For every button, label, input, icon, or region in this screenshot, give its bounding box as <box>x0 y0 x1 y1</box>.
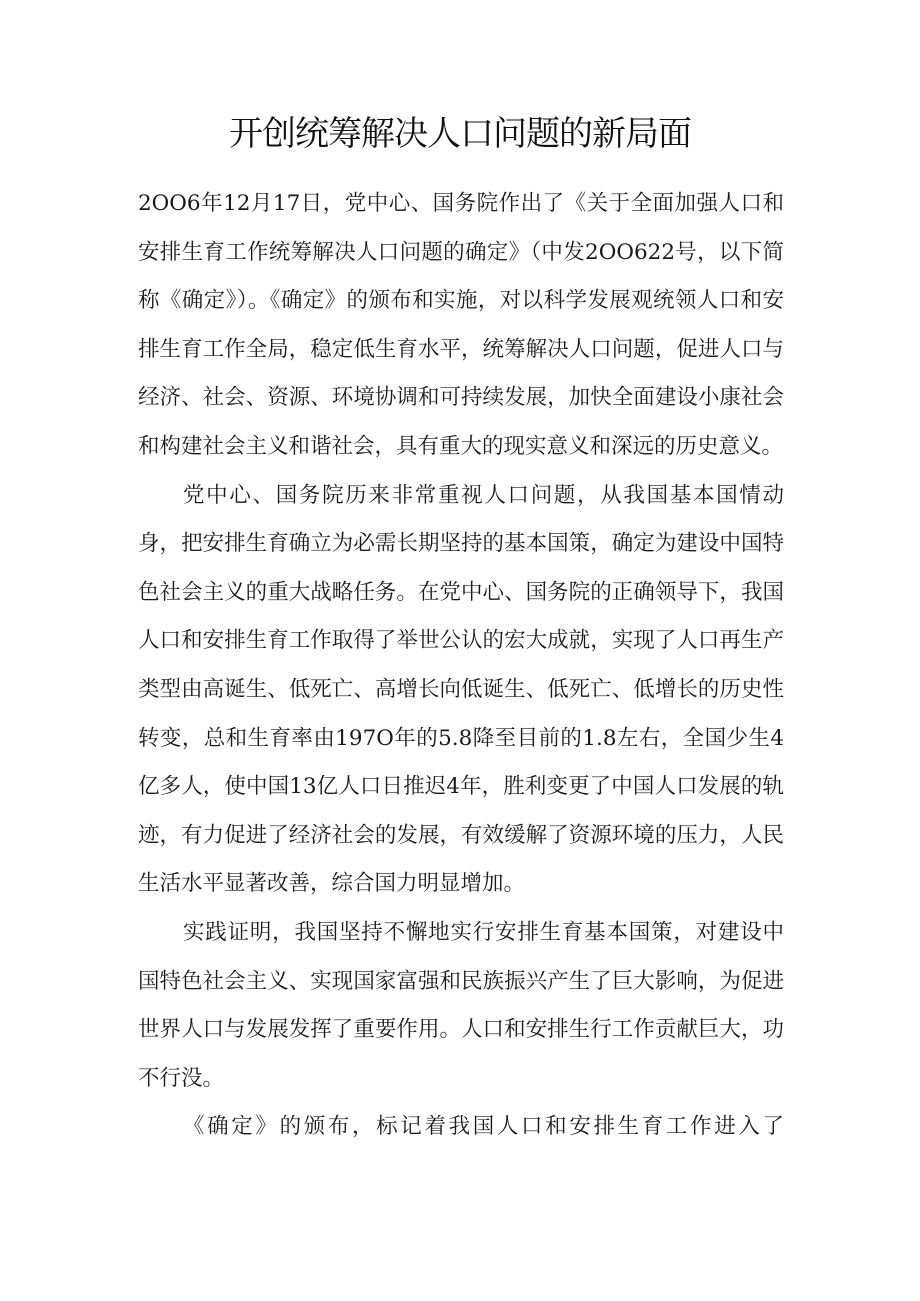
paragraph-4: 《确定》的颁布，标记着我国人口和安排生育工作进入了 <box>183 1114 784 1140</box>
document-body <box>138 180 784 1152</box>
paragraph-2: 党中心、国务院历来非常重视人口问题，从我国基本国情动身，把安排生育确立为必需长期坚持的基本国策，确定为建设中国特色社会主义的重大战略任务。在党中心、国务院的正确领导下，我国人口和安排生育工作取得了举世公认的宏大成就，实现了人口再生产类型由高诞生、低死亡、高增长向低诞生、低死亡、低增长的历史性转变，总和生育率由197O年的5.8降至目前的1.8左右，全国少生4亿多人，使中国13亿人口日推迟4年，胜利变更了中国人口发展的轨迹，有力促进了经济社会的发展，有效缓解了资源环境的压力，人民生活水平显著改善，综合国力明显增加。 <box>138 482 784 897</box>
document-title: 开创统筹解决人口问题的新局面 <box>229 114 691 154</box>
paragraph-3: 实践证明，我国坚持不懈地实行安排生育基本国策，对建设中国特色社会主义、实现国家富强和民族振兴产生了巨大影响，为促进世界人口与发展发挥了重要作用。人口和安排生行工作贡献巨大，功不行没。 <box>138 919 784 1091</box>
paragraph-1: 2OO6年12月17日，党中心、国务院作出了《关于全面加强人口和安排生育工作统筹解决人口问题的确定》（中发2OO622号，以下简称《确定》）。《确定》的颁布和实施，对以科学发展观统领人口和安排生育工作全局，稳定低生育水平，统筹解决人口问题，促进人口与经济、社会、资源、环境协调和可持续发展，加快全面建设小康社会和构建社会主义和谐社会，具有重大的现实意义和深远的历史意义。 <box>138 191 784 459</box>
